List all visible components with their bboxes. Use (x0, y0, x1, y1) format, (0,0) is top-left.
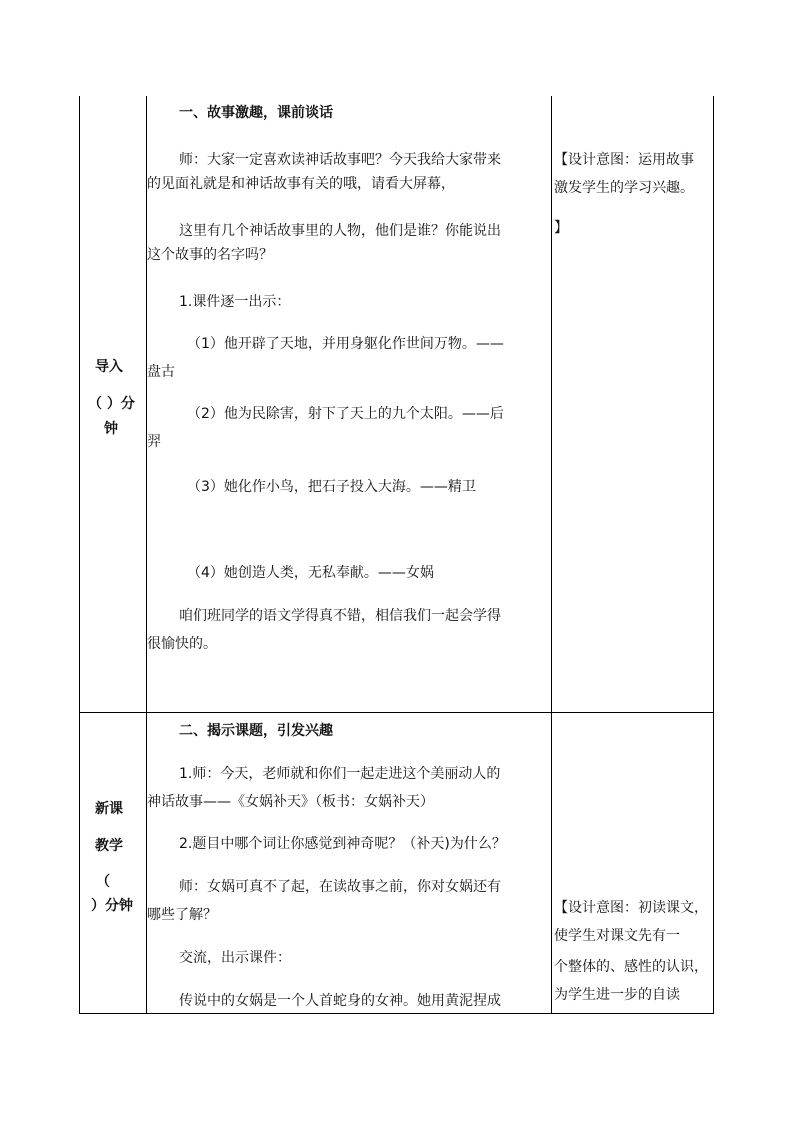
row2-label-line-3: （ (96, 874, 110, 890)
row2-paragraph-4: 交流，出示课件： (179, 950, 291, 966)
row1-paragraph-8-line-1: 咱们班同学的语文学得真不错，相信我们一起会学得 (179, 608, 501, 624)
column-divider-1 (146, 96, 147, 1014)
row2-design-note-line-1: 【设计意图：初读课文， (554, 900, 708, 916)
row2-paragraph-2: 2.题目中哪个词让你感觉到神奇呢？（补天)为什么？ (179, 836, 506, 852)
table-border-right (713, 96, 714, 1014)
row2-label-line-1: 新课 (95, 801, 123, 817)
table-border-left (79, 96, 80, 1014)
row1-paragraph-1-line-2: 的见面礼就是和神话故事有关的哦，请看大屏幕， (147, 176, 455, 192)
row1-design-note-line-2: 激发学生的学习兴趣。 (554, 180, 694, 196)
table-border-bottom (79, 1013, 714, 1014)
row1-paragraph-1-line-1: 师：大家一定喜欢读神话故事吧？今天我给大家带来 (179, 152, 501, 168)
row2-paragraph-1-line-2: 神话故事——《女娲补天》（板书：女娲补天） (147, 794, 434, 810)
row2-paragraph-1-line-1: 1.师：今天，老师就和你们一起走进这个美丽动人的 (179, 766, 501, 782)
column-divider-2 (551, 96, 552, 1014)
row1-paragraph-8-line-2: 很愉快的。 (147, 636, 217, 652)
row2-paragraph-3-line-2: 哪些了解？ (147, 907, 217, 923)
row1-paragraph-7: （4）她创造人类，无私奉献。——女娲 (187, 565, 434, 581)
row-divider (79, 712, 714, 713)
row1-paragraph-4-line-1: （1）他开辟了天地，并用身躯化作世间万物。—— (187, 336, 504, 352)
row2-design-note-line-4: 为学生进一步的自读 (554, 987, 680, 1003)
row2-paragraph-3-line-1: 师：女娲可真不了起，在读故事之前，你对女娲还有 (179, 879, 501, 895)
row1-design-note-line-1: 【设计意图：运用故事 (554, 152, 694, 168)
row1-section-title: 一、故事激趣，课前谈话 (179, 105, 333, 121)
row2-section-title: 二、揭示课题，引发兴趣 (179, 723, 333, 739)
row2-paragraph-5: 传说中的女娲是一个人首蛇身的女神。她用黄泥捏成 (179, 993, 501, 1009)
row2-label-line-2: 教学 (95, 838, 123, 854)
row1-label-line-1: 导入 (95, 359, 123, 375)
row1-paragraph-5-line-1: （2）他为民除害，射下了天上的九个太阳。——后 (187, 406, 504, 422)
row2-design-note-line-3: 个整体的、感性的认识， (554, 959, 708, 975)
row1-label-line-3: 钟 (104, 421, 118, 437)
row2-label-line-4: ）分钟 (91, 898, 133, 914)
row1-paragraph-2-line-2: 这个故事的名字吗？ (147, 247, 273, 263)
row2-design-note-line-2: 使学生对课文先有一 (554, 928, 680, 944)
row1-paragraph-4-line-2: 盘古 (147, 364, 175, 380)
row1-paragraph-2-line-1: 这里有几个神话故事里的人物，他们是谁？你能说出 (179, 223, 501, 239)
row1-paragraph-3: 1.课件逐一出示： (179, 294, 291, 310)
row1-paragraph-5-line-2: 羿 (147, 434, 161, 450)
row1-label-line-2: （ ）分 (88, 396, 135, 412)
row1-paragraph-6: （3）她化作小鸟，把石子投入大海。——精卫 (187, 479, 476, 495)
row1-design-note-line-3: 】 (554, 220, 568, 236)
